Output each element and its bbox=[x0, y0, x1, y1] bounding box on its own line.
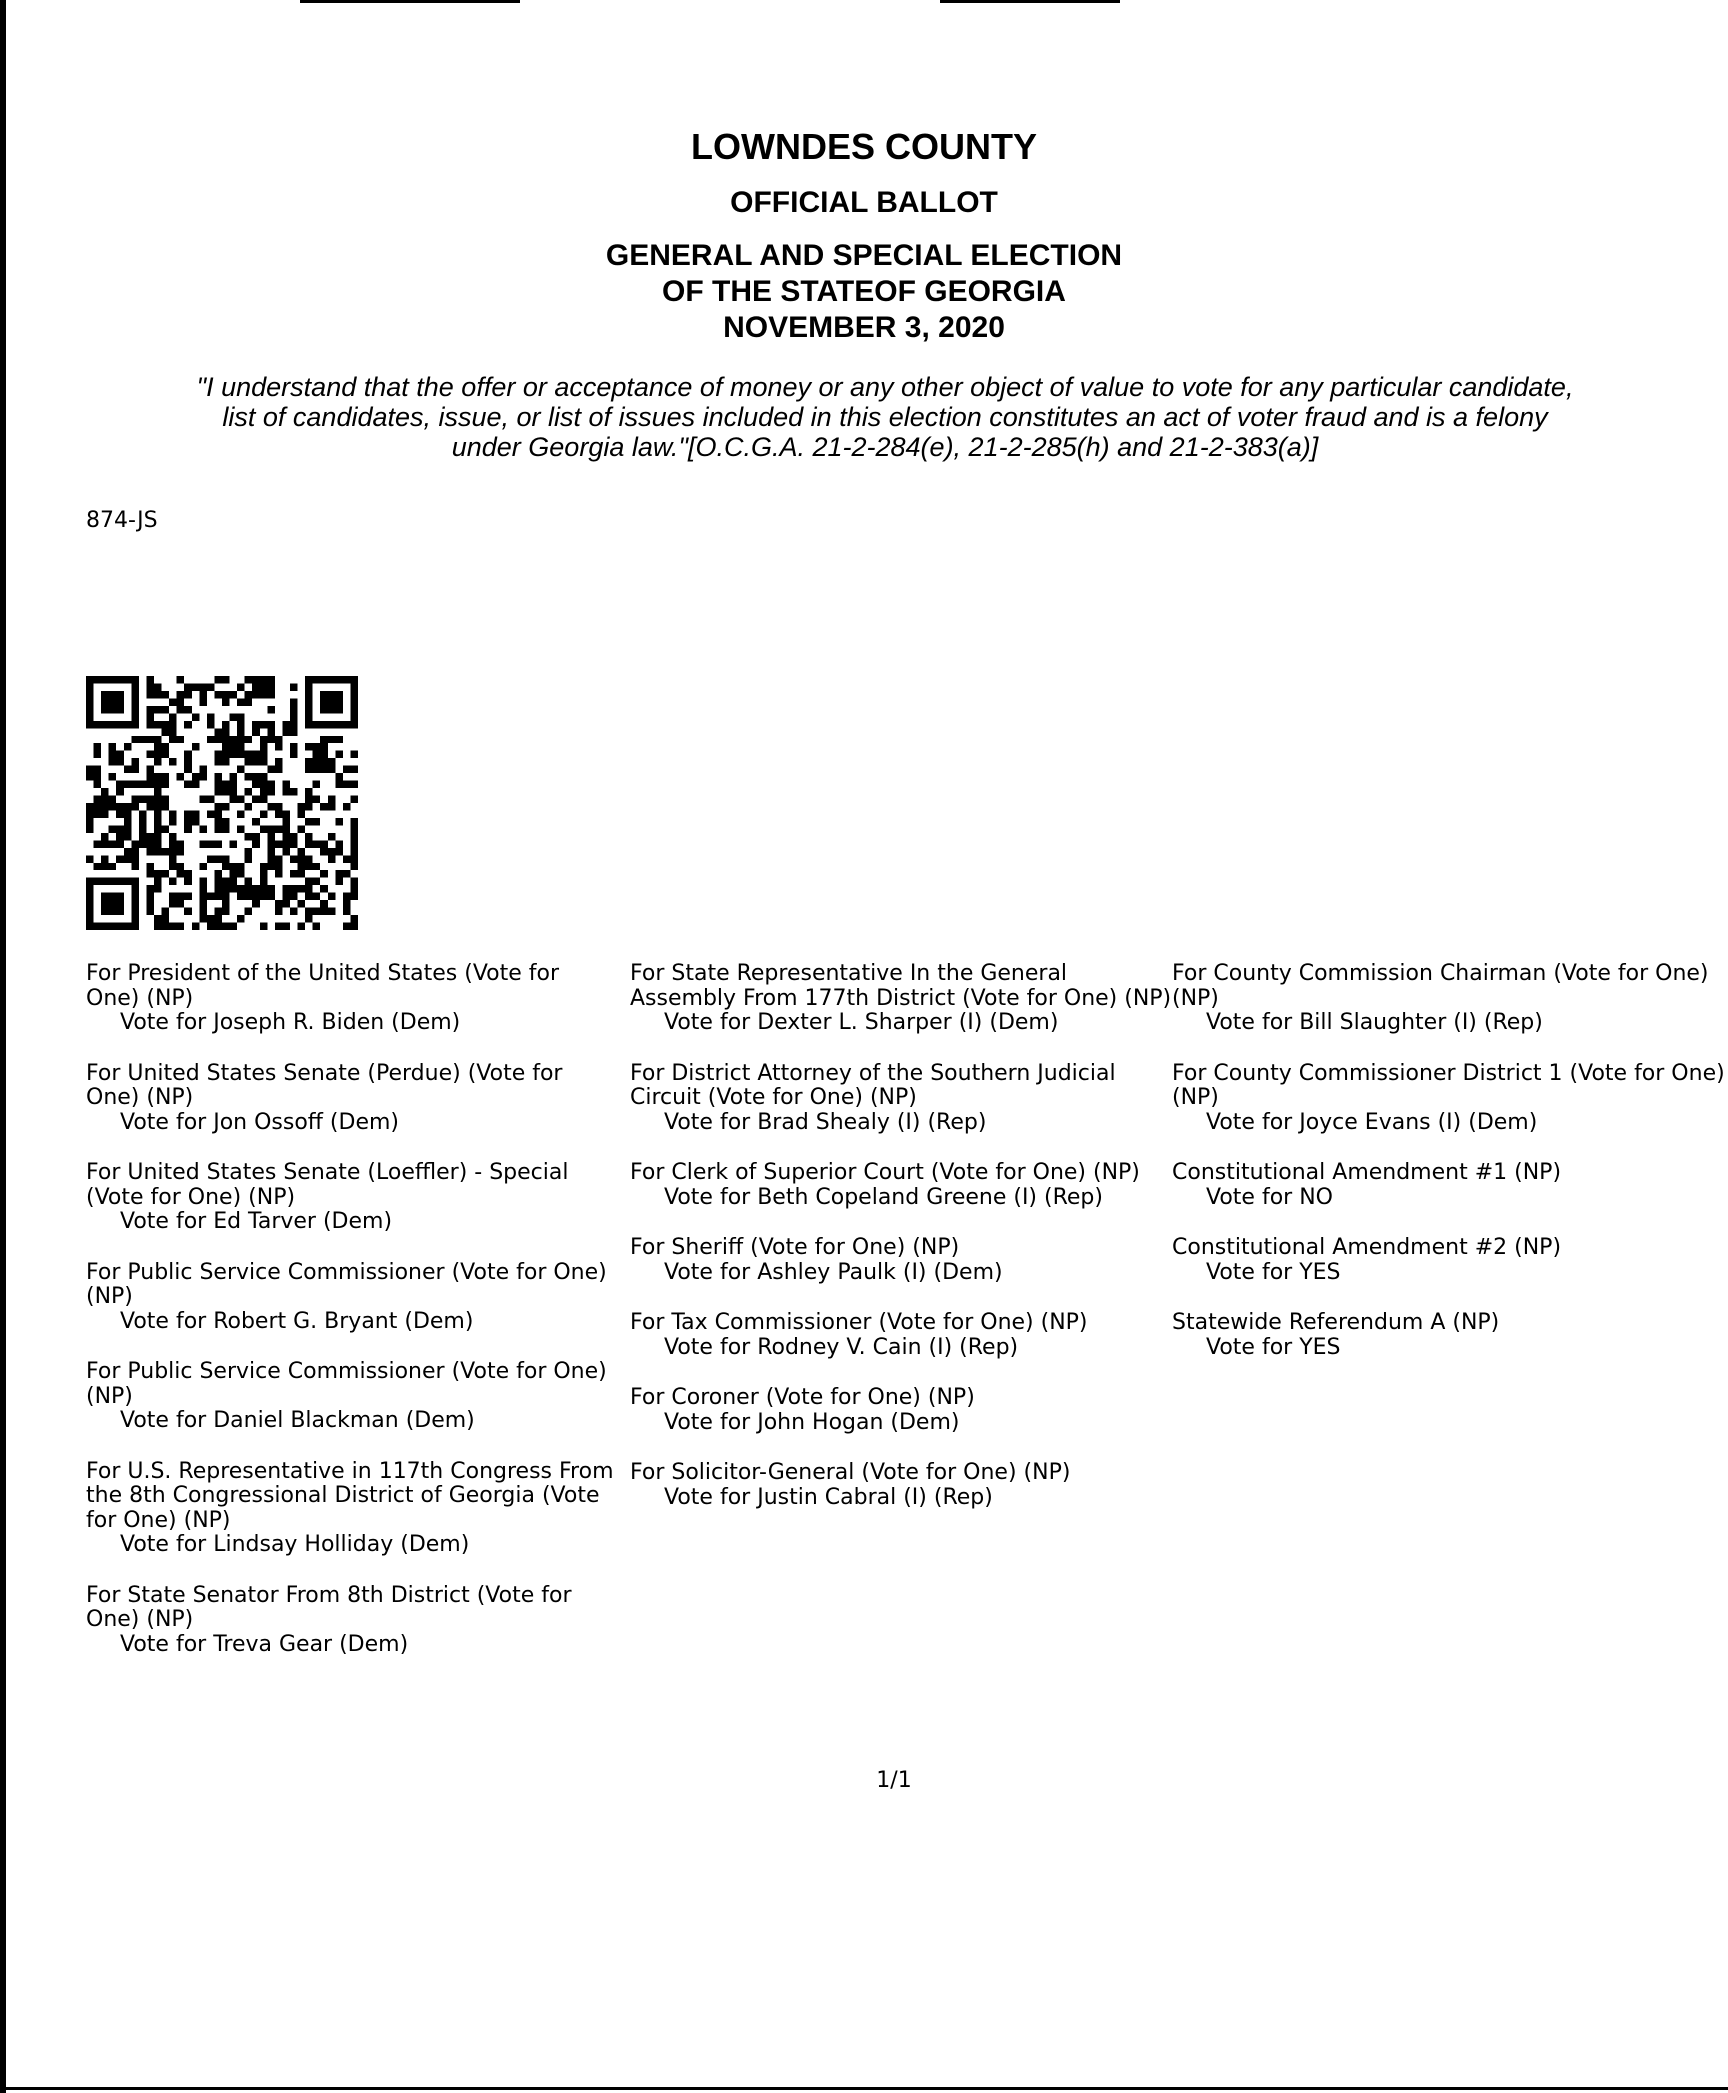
contest-selection: Vote for Justin Cabral (I) (Rep) bbox=[664, 1484, 993, 1510]
qr-finder-pattern bbox=[86, 878, 139, 930]
contest bbox=[1172, 1311, 1728, 1360]
contest bbox=[1172, 1161, 1728, 1210]
voter-fraud-oath bbox=[80, 372, 1690, 462]
contest bbox=[86, 962, 616, 1036]
election-heading bbox=[0, 238, 1728, 346]
contest-selection: Vote for Ashley Paulk (I) (Dem) bbox=[664, 1259, 1003, 1285]
scan-mark-top bbox=[300, 0, 520, 3]
contest-selection: Vote for NO bbox=[1206, 1184, 1333, 1210]
contest-title: For Tax Commissioner (Vote for One) (NP) bbox=[630, 1310, 1088, 1335]
oath-line-3: under Georgia law."[O.C.G.A. 21-2-284(e), 21-2-285(h) and 21-2-383(a)] bbox=[451, 432, 1319, 462]
contest-title: For State Representative In the General Assembly From 177th District (Vote for One) (NP) bbox=[630, 961, 1172, 1011]
contest-selection: Vote for Joyce Evans (I) (Dem) bbox=[1206, 1109, 1538, 1135]
contest-title: For United States Senate (Loeffler) - Special (Vote for One) (NP) bbox=[86, 1160, 569, 1210]
contest bbox=[86, 1062, 616, 1136]
oath-line-1: "I understand that the offer or acceptance of money or any other object of value to vote for any particular candidate, bbox=[196, 372, 1574, 402]
contest bbox=[86, 1584, 616, 1658]
contest-title: For United States Senate (Perdue) (Vote for One) (NP) bbox=[86, 1060, 563, 1110]
contest-selection: Vote for Daniel Blackman (Dem) bbox=[120, 1408, 475, 1433]
contest bbox=[630, 1062, 1175, 1136]
contest-title: For Clerk of Superior Court (Vote for One) (NP) bbox=[630, 1160, 1140, 1185]
contest-title: For Coroner (Vote for One) (NP) bbox=[630, 1385, 975, 1410]
scan-mark-top-2 bbox=[940, 0, 1120, 3]
contest-title: Constitutional Amendment #2 (NP) bbox=[1172, 1235, 1562, 1260]
page-number: 1/1 bbox=[876, 1768, 912, 1793]
contest-title: For State Senator From 8th District (Vote for One) (NP) bbox=[86, 1582, 572, 1632]
contest-title: For President of the United States (Vote for One) (NP) bbox=[86, 961, 560, 1011]
contest bbox=[86, 1360, 616, 1434]
contest-title: For County Commission Chairman (Vote for One) (NP) bbox=[1172, 961, 1709, 1011]
contest-selection: Vote for Lindsay Holliday (Dem) bbox=[120, 1532, 470, 1557]
county-heading: LOWNDES COUNTY bbox=[691, 126, 1037, 167]
contest-selection: Vote for Dexter L. Sharper (I) (Dem) bbox=[664, 1010, 1059, 1035]
contest bbox=[1172, 1236, 1728, 1285]
page-bottom-edge bbox=[0, 2087, 1728, 2090]
contest bbox=[86, 1460, 616, 1558]
contest bbox=[630, 1236, 1175, 1285]
contest-selection: Vote for Robert G. Bryant (Dem) bbox=[120, 1308, 474, 1334]
contest bbox=[630, 1386, 1175, 1435]
contest-selection: Vote for Brad Shealy (I) (Rep) bbox=[664, 1109, 987, 1135]
contest bbox=[86, 1161, 616, 1235]
ballot-heading: OFFICIAL BALLOT bbox=[730, 186, 998, 219]
contest-selection: Vote for Ed Tarver (Dem) bbox=[120, 1209, 393, 1234]
contest-selection: Vote for YES bbox=[1206, 1259, 1341, 1285]
contest-title: For Solicitor-General (Vote for One) (NP) bbox=[630, 1460, 1071, 1485]
contest-title: For County Commissioner District 1 (Vote for One) (NP) bbox=[1172, 1060, 1725, 1110]
election-line-2: OF THE STATEOF GEORGIA bbox=[662, 275, 1066, 308]
contest-selection: Vote for Joseph R. Biden (Dem) bbox=[120, 1010, 461, 1035]
contest-title: For U.S. Representative in 117th Congress From the 8th Congressional District of Georgia (Vote for One) (NP) bbox=[86, 1458, 614, 1533]
contest-title: For Sheriff (Vote for One) (NP) bbox=[630, 1235, 960, 1260]
contest bbox=[1172, 1062, 1728, 1136]
ballot-qr-code bbox=[86, 676, 358, 930]
contest-selection: Vote for Jon Ossoff (Dem) bbox=[120, 1109, 400, 1135]
contest bbox=[1172, 962, 1728, 1036]
contest-title: For Public Service Commissioner (Vote for One) (NP) bbox=[86, 1259, 607, 1309]
contest-column-1 bbox=[86, 962, 616, 1683]
contest-title: For Public Service Commissioner (Vote for One) (NP) bbox=[86, 1359, 607, 1409]
contest-title: For District Attorney of the Southern Judicial Circuit (Vote for One) (NP) bbox=[630, 1060, 1116, 1110]
contest-selection: Vote for Bill Slaughter (I) (Rep) bbox=[1206, 1010, 1543, 1035]
contest bbox=[630, 1311, 1175, 1360]
contest bbox=[630, 1461, 1175, 1510]
election-line-1: GENERAL AND SPECIAL ELECTION bbox=[605, 239, 1123, 272]
contest-selection: Vote for Rodney V. Cain (I) (Rep) bbox=[664, 1334, 1019, 1360]
contest-title: Constitutional Amendment #1 (NP) bbox=[1172, 1160, 1562, 1185]
contest-title: Statewide Referendum A (NP) bbox=[1172, 1310, 1500, 1335]
contest-selection: Vote for John Hogan (Dem) bbox=[664, 1409, 960, 1435]
election-date: NOVEMBER 3, 2020 bbox=[723, 311, 1005, 344]
ballot-style-code: 874-JS bbox=[86, 508, 158, 533]
contest-column-2 bbox=[630, 962, 1175, 1536]
oath-line-2: list of candidates, issue, or list of issues included in this election constitutes an act of voter fraud and is a felony bbox=[222, 402, 1548, 432]
contest-selection: Vote for Treva Gear (Dem) bbox=[120, 1631, 409, 1657]
qr-finder-pattern bbox=[305, 676, 358, 728]
contest-selection: Vote for YES bbox=[1206, 1334, 1341, 1360]
qr-modules bbox=[86, 676, 358, 930]
contest-selection: Vote for Beth Copeland Greene (I) (Rep) bbox=[664, 1184, 1103, 1210]
contest bbox=[86, 1261, 616, 1335]
contest bbox=[630, 1161, 1175, 1210]
contest bbox=[630, 962, 1175, 1036]
qr-finder-pattern bbox=[86, 676, 139, 728]
contest-column-3 bbox=[1172, 962, 1728, 1386]
